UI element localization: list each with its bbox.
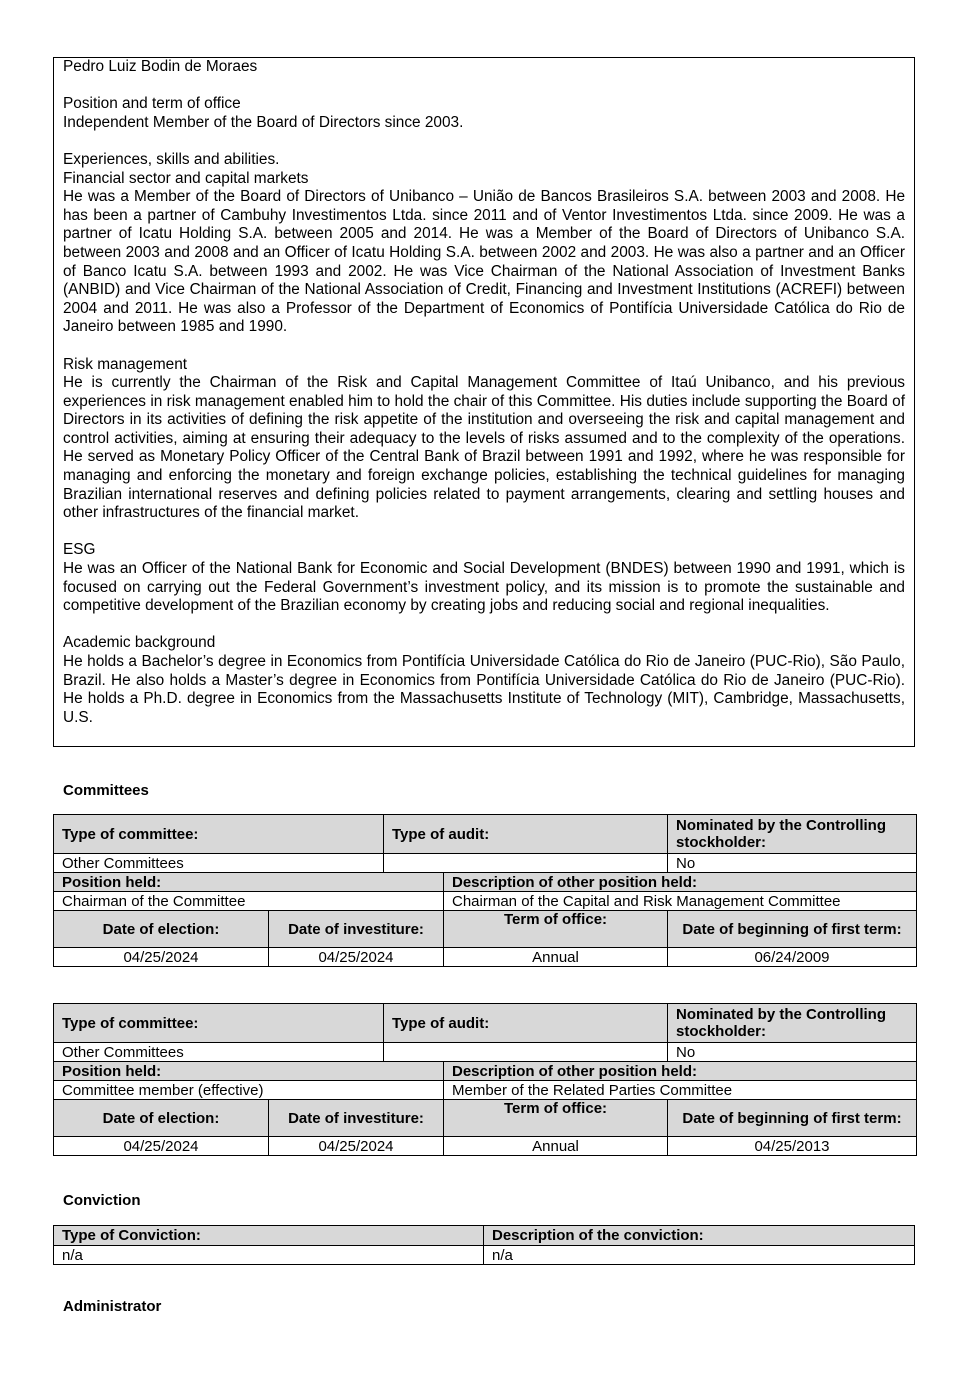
- committee-table: [53, 814, 917, 967]
- nominated-label: Nominated by the Controlling stockholder:: [668, 815, 917, 854]
- committee-type-value: Other Committees: [54, 854, 384, 873]
- date-election-value: 04/25/2024: [54, 1137, 269, 1156]
- position-held-value: Chairman of the Committee: [54, 892, 444, 911]
- nominated-value: No: [668, 1043, 917, 1062]
- committee-type-value: Other Committees: [54, 1043, 384, 1062]
- committee-table: [53, 1003, 917, 1156]
- date-election-label: Date of election:: [54, 911, 269, 948]
- description-other-label: Description of other position held:: [444, 873, 917, 892]
- term-office-value: Annual: [444, 1137, 668, 1156]
- esg-text: He was an Officer of the National Bank for Economic and Social Development (BNDES) between 1990 and 1991, which is focused on carrying out the Federal Government’s investment policy, and its mission is to promote the sustainable and competitive development of the Brazilian economy by creating jobs and reducing social and regional inequalities.: [63, 560, 905, 615]
- nominated-label: Nominated by the Controlling stockholder:: [668, 1004, 917, 1043]
- position-text: Independent Member of the Board of Directors since 2003.: [63, 113, 464, 131]
- type-of-audit-label: Type of audit:: [384, 815, 668, 854]
- conviction-description-label: Description of the conviction:: [484, 1226, 915, 1246]
- conviction-heading: Conviction: [63, 1192, 141, 1209]
- esg-heading: ESG: [63, 541, 96, 559]
- conviction-type-value: n/a: [54, 1246, 484, 1265]
- risk-text: He is currently the Chairman of the Risk and Capital Management Committee of Itaú Unibanco, and his previous experiences in risk management enabled him to hold the chair of this Committee. His duties include supporting the Board of Directors in its activities of defining the risk appetite of the institution and overseeing the risk and capital management and control activities, aiming at ensuring their adequacy to the levels of risks assumed and to the complexity of the operations. He served as Monetary Policy Officer of the Central Bank of Brazil between 1991 and 1992, where he was responsible for managing and enforcing the monetary and foreign exchange policies, establishing the technical guidelines for managing Brazilian international reserves and defining policies related to payment arrangements, clearing and settling houses and other infrastructures of the financial market.: [63, 374, 905, 522]
- date-investiture-label: Date of investiture:: [269, 911, 444, 948]
- financial-heading: Financial sector and capital markets: [63, 169, 309, 187]
- administrator-heading: Administrator: [63, 1298, 162, 1315]
- committees-heading: Committees: [63, 782, 149, 799]
- type-of-audit-label: Type of audit:: [384, 1004, 668, 1043]
- experience-heading: Experiences, skills and abilities.: [63, 150, 280, 168]
- description-other-value: Chairman of the Capital and Risk Management Committee: [444, 892, 917, 911]
- date-investiture-value: 04/25/2024: [269, 1137, 444, 1156]
- date-investiture-value: 04/25/2024: [269, 948, 444, 967]
- date-first-term-label: Date of beginning of first term:: [668, 911, 917, 948]
- director-name: Pedro Luiz Bodin de Moraes: [63, 58, 258, 75]
- description-other-value: Member of the Related Parties Committee: [444, 1081, 917, 1100]
- biography-box: [53, 57, 915, 747]
- term-office-label: Term of office:: [444, 1100, 668, 1137]
- date-investiture-label: Date of investiture:: [269, 1100, 444, 1137]
- conviction-description-value: n/a: [484, 1246, 915, 1265]
- conviction-table: [53, 1225, 915, 1265]
- position-heading: Position and term of office: [63, 95, 241, 113]
- conviction-type-label: Type of Conviction:: [54, 1226, 484, 1246]
- date-election-value: 04/25/2024: [54, 948, 269, 967]
- academic-heading: Academic background: [63, 634, 216, 652]
- type-of-committee-label: Type of committee:: [54, 1004, 384, 1043]
- position-held-label: Position held:: [54, 1062, 444, 1081]
- academic-text: He holds a Bachelor’s degree in Economics from Pontifícia Universidade Católica do Rio de Janeiro (PUC-Rio), São Paulo, Brazil. He also holds a Master’s degree in Economics from Pontifícia Universidade Católica do Rio de Janeiro (PUC-Rio). He holds a Ph.D. degree in Economics from the Massachusetts Institute of Technology (MIT), Cambridge, Massachusetts, U.S.: [63, 653, 905, 726]
- type-of-committee-label: Type of committee:: [54, 815, 384, 854]
- audit-type-value: [384, 854, 668, 873]
- audit-type-value: [384, 1043, 668, 1062]
- term-office-label: Term of office:: [444, 911, 668, 948]
- position-held-value: Committee member (effective): [54, 1081, 444, 1100]
- date-first-term-label: Date of beginning of first term:: [668, 1100, 917, 1137]
- date-first-term-value: 04/25/2013: [668, 1137, 917, 1156]
- term-office-value: Annual: [444, 948, 668, 967]
- risk-heading: Risk management: [63, 355, 188, 373]
- date-election-label: Date of election:: [54, 1100, 269, 1137]
- date-first-term-value: 06/24/2009: [668, 948, 917, 967]
- nominated-value: No: [668, 854, 917, 873]
- description-other-label: Description of other position held:: [444, 1062, 917, 1081]
- position-held-label: Position held:: [54, 873, 444, 892]
- financial-text: He was a Member of the Board of Directors of Unibanco – União de Bancos Brasileiros S.A. between 2003 and 2008. He has been a partner of Cambuhy Investimentos Ltda. since 2011 and of Ventor Investimentos Ltda. since 2009. He was a partner of Icatu Holding S.A. between 2005 and 2014. He was a Member of the Board of Directors of Unibanco S.A. between 2003 and 2008 and an Officer of Icatu Holding S.A. between 2002 and 2003. He was also a partner and an Officer of Banco Icatu S.A. between 1993 and 2002. He was Vice Chairman of the National Association of Investment Banks (ANBID) and Vice Chairman of the National Association of Credit, Financing and Investment Institutions (ACREFI) between 2004 and 2011. He was also a Professor of the Department of Economics of Pontifícia Universidade Católica do Rio de Janeiro between 1985 and 1990.: [63, 188, 905, 336]
